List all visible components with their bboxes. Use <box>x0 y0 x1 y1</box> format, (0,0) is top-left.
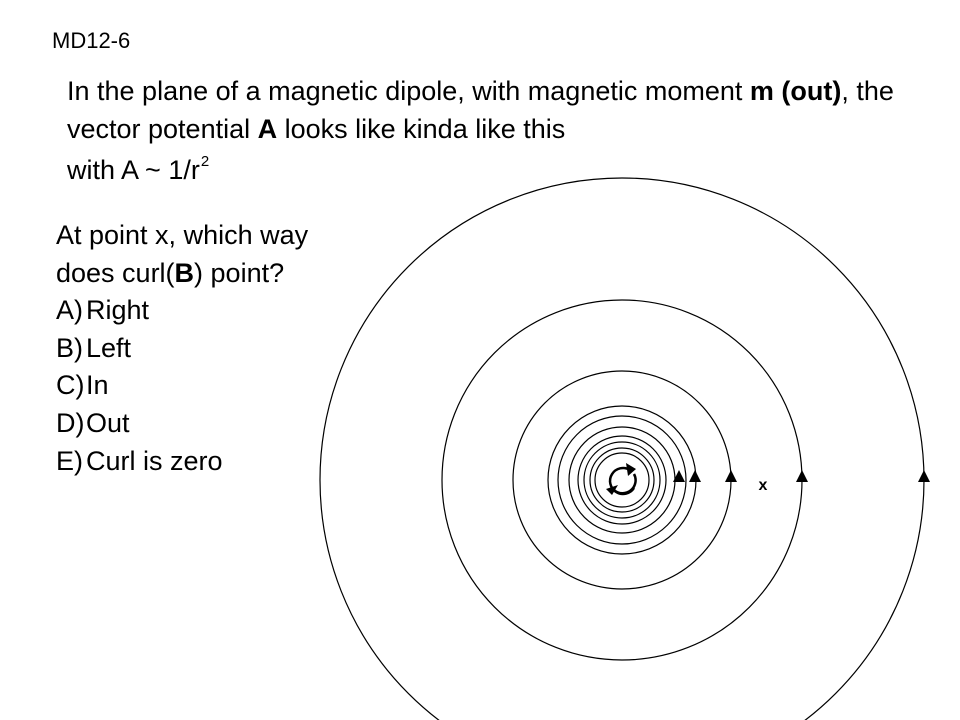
option-b: B) Left <box>56 332 132 363</box>
field-circle <box>578 436 666 524</box>
option-a: A) Right <box>56 295 150 325</box>
field-circle <box>595 453 649 507</box>
option-c: C) In <box>56 370 109 401</box>
field-circle <box>548 406 696 554</box>
arrow-up-icon <box>918 470 930 482</box>
scaling-exponent: 2 <box>200 153 210 170</box>
intro-text: In the plane of a magnetic dipole, with magnetic moment m (out), the vector potential A looks like kinda like this <box>67 76 894 144</box>
moment-direction: (out) <box>781 76 842 106</box>
arrow-up-icon <box>725 470 737 482</box>
field-circle <box>569 427 675 533</box>
arrow-up-icon <box>689 470 701 482</box>
field-circle <box>442 300 802 660</box>
counterclockwise-circulation-icon <box>606 463 636 495</box>
field-circle <box>558 416 686 544</box>
moment-symbol: m <box>749 76 774 106</box>
slide-id: MD12-6 <box>52 28 131 53</box>
arrow-up-icon <box>796 470 808 482</box>
vector-potential-symbol: A <box>257 114 278 144</box>
field-circle <box>590 448 654 512</box>
field-symbol: B <box>174 258 195 288</box>
question-text: At point x, which way does curl(B) point? <box>56 220 309 288</box>
field-circle <box>320 178 924 720</box>
scaling-relation: with A ~ $1/r^2$ <box>67 153 210 185</box>
option-d: D) Out <box>56 408 130 439</box>
option-e: E) Curl is zero <box>56 445 223 476</box>
point-x-label: x <box>758 477 768 494</box>
